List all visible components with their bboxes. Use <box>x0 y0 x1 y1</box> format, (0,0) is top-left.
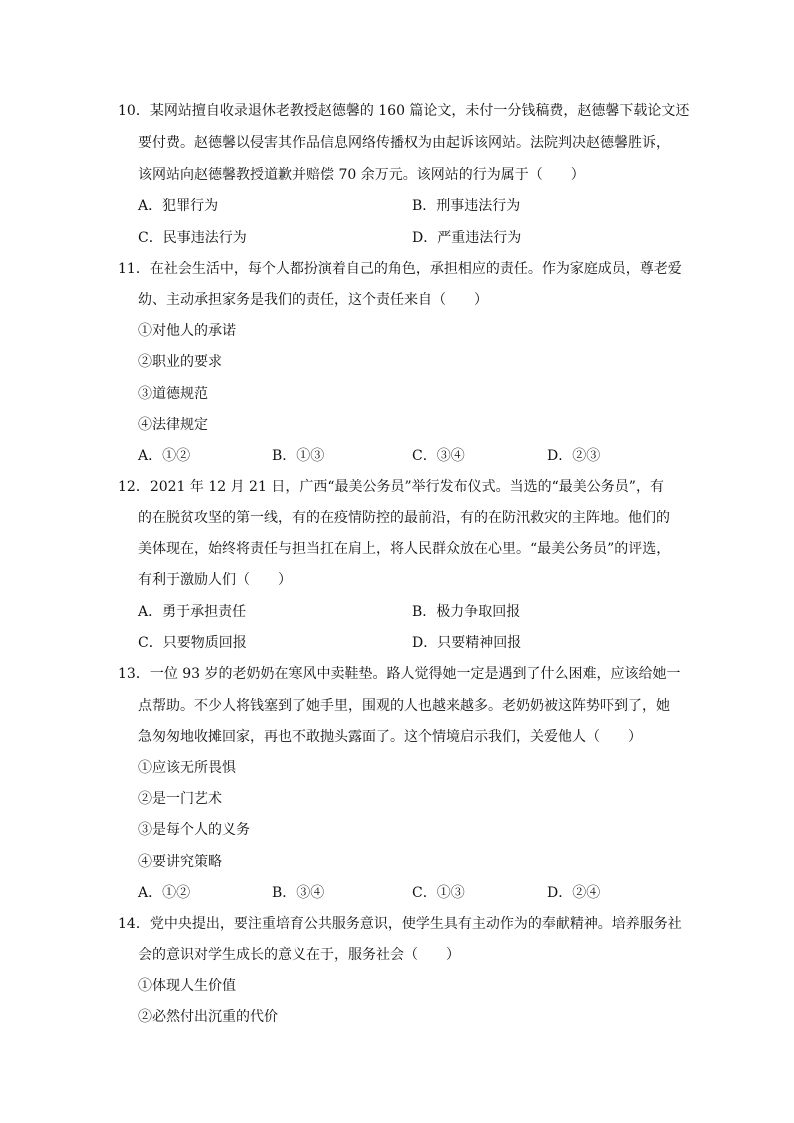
option-a: A．①② <box>138 885 191 901</box>
statement-item: ①体现人生价值 <box>138 978 236 994</box>
question-text-line: 急匆匆地收摊回家，再也不敢抛头露面了。这个情境启示我们，关爱他人（ ） <box>138 729 642 745</box>
question-text-line: 有利于激励人们（ ） <box>138 572 292 588</box>
question-text-line: 美体现在，始终将责任与担当扛在肩上，将人民群众放在心里。“最美公务员”的评选， <box>138 541 671 557</box>
option-b: B．刑事违法行为 <box>412 198 521 214</box>
option-a: A．①② <box>138 448 191 464</box>
question-text-line: 要付费。赵德馨以侵害其作品信息网络传播权为由起诉该网站。法院判决赵德馨胜诉， <box>138 135 670 151</box>
option-c: C．③④ <box>412 448 465 464</box>
statement-item: ①对他人的承诺 <box>138 323 236 339</box>
statement-item: ④要讲究策略 <box>138 854 222 870</box>
question-text-line: 点帮助。不少人将钱塞到了她手里，围观的人也越来越多。老奶奶被这阵势吓到了，她 <box>138 698 670 714</box>
statement-item: ②职业的要求 <box>138 354 222 370</box>
statement-item: ②必然付出沉重的代价 <box>138 1009 278 1025</box>
option-a: A．勇于承担责任 <box>138 604 247 620</box>
question-text-line: 会的意识对学生成长的意义在于，服务社会（ ） <box>138 947 460 963</box>
question-text-line: 14．党中央提出，要注重培育公共服务意识，使学生具有主动作为的奉献精神。培养服务社 <box>118 916 682 932</box>
option-c: C．民事违法行为 <box>138 230 247 246</box>
option-d: D．②④ <box>547 885 601 901</box>
statement-item: ③道德规范 <box>138 386 208 402</box>
statement-item: ③是每个人的义务 <box>138 822 250 838</box>
question-text-line: 10．某网站擅自收录退休老教授赵德馨的 160 篇论文，未付一分钱稿费，赵德馨下载论文还 <box>118 103 690 119</box>
statement-item: ④法律规定 <box>138 417 208 433</box>
option-c: C．只要物质回报 <box>138 635 247 651</box>
question-text-line: 该网站向赵德馨教授道歉并赔偿 70 余万元。该网站的行为属于（ ） <box>138 167 585 183</box>
option-b: B．③④ <box>272 885 325 901</box>
option-c: C．①③ <box>412 885 465 901</box>
option-b: B．极力争取回报 <box>412 604 521 620</box>
question-text-line: 11．在社会生活中，每个人都扮演着自己的角色，承担相应的责任。作为家庭成员，尊老爱 <box>118 261 682 277</box>
question-text-line: 13．一位 93 岁的老奶奶在寒风中卖鞋垫。路人觉得她一定是遇到了什么困难，应该给她一 <box>118 666 681 682</box>
option-d: D．只要精神回报 <box>412 635 522 651</box>
question-text-line: 幼、主动承担家务是我们的责任，这个责任来自（ ） <box>138 292 488 308</box>
question-text-line: 12．2021 年 12 月 21 日，广西“最美公务员”举行发布仪式。当选的“最美公务员”，有 <box>118 479 664 495</box>
statement-item: ②是一门艺术 <box>138 791 222 807</box>
option-b: B．①③ <box>272 448 325 464</box>
option-d: D．②③ <box>547 448 601 464</box>
option-a: A．犯罪行为 <box>138 198 219 214</box>
statement-item: ①应该无所畏惧 <box>138 760 236 776</box>
question-text-line: 的在脱贫攻坚的第一线，有的在疫情防控的最前沿，有的在防汛救灾的主阵地。他们的 <box>138 510 670 526</box>
option-d: D．严重违法行为 <box>412 230 522 246</box>
